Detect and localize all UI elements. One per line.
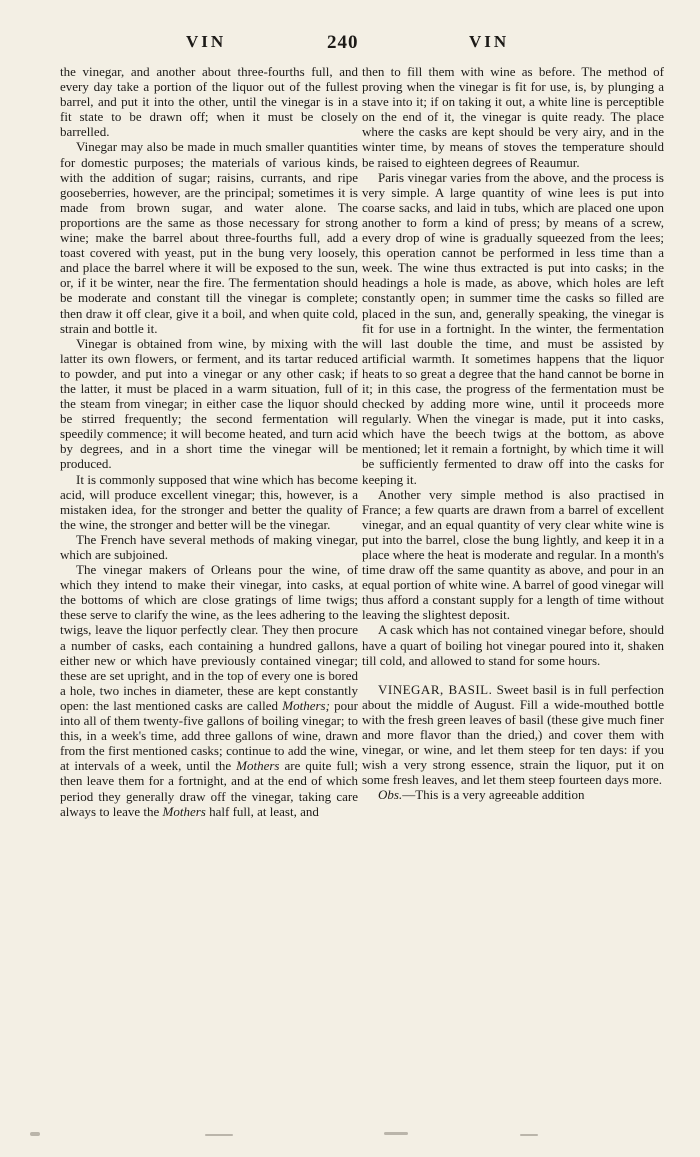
running-head-right: VIN (469, 32, 510, 51)
orleans-text-2: pour into all of them twenty-five gallons of boiling vinegar; to this, in a week's time, add three gallons of wine, drawn from the first mentioned casks; continue to add the wine, at intervals of a week, until the (60, 697, 358, 774)
mothers-term-3: Mothers (162, 803, 206, 819)
left-column (60, 64, 358, 819)
entry-vinegar-basil (362, 682, 664, 788)
ink-smudge (30, 1132, 40, 1136)
ink-smudge (384, 1132, 408, 1135)
right-column (362, 64, 664, 803)
paragraph-continued: the vinegar, and another about three-fourths full, and every day take a portion of the liquor out of the fullest barrel, and put it into the other, until the vinegar is in a fit state to be drawn off; when it must be closely barrelled. (60, 64, 358, 140)
running-head-left: VIN (186, 32, 227, 51)
entry-title: VINEGAR, BASIL. (378, 681, 493, 697)
ink-smudge (205, 1134, 233, 1136)
paragraph-observation (362, 787, 664, 802)
paragraph-domestic-vinegar: Vinegar may also be made in much smaller quantities for domestic purposes; the materials of various kinds, with the addition of sugar; raisins, currants, and ripe gooseberries, however, are the principal; sometimes it is made from brown sugar, and water alone. The proportions are the same as those necessary for strong wine; make the barrel about three-fourths full, add a toast covered with yeast, put in the bung very loosely, and place the barrel where it will be exposed to the sun, or, if it be winter, near the fire. The fermentation should be moderate and constant till the vinegar is complete; then draw it off clear, give it a boil, and when quite cold, strain and bottle it. (60, 139, 358, 336)
paragraph-paris-vinegar: Paris vinegar varies from the above, and the process is very simple. A large quantity of wine lees is put into coarse sacks, and laid in tubs, which are placed one upon another to form a kind of press; by means of a screw, every drop of wine is gradually squeezed from the lees; this operation cannot be performed in less time than a week. The wine thus extracted is put into casks; in the headings a hole is made, as above, which holes are left constantly open; in summer time the casks so filled are placed in the sun, and, generally speaking, the vinegar is fit for use in a fortnight. In the winter, the fermentation will last double the time, and must be assisted by artificial warmth. It sometimes happens that the liquor heats to so great a degree that the hand cannot be borne in it; in this case, the progress of the fermentation must be checked by adding more wine, until it proceeds more regularly. When the vinegar is made, put it into casks, which have the beech twigs at the bottom, as above mentioned; let it remain a fortnight, by which time it will be sufficiently fermented to draw off into the casks for keeping it. (362, 169, 664, 487)
orleans-text-3: are quite full; then leave them for a fortnight, and at the end of which period they generally draw off the vinegar, taking care always to leave the (60, 758, 359, 819)
mothers-term-2: Mothers (236, 758, 280, 774)
paragraph-simple-method: Another very simple method is also practised in France; a few quarts are drawn from a barrel of excellent vinegar, and an equal quantity of very clear white wine is put into the barrel, close the bung lightly, and keep it in a place where the heat is moderate and regular. In a month's time draw off the same quantity as above, and pour in an equal portion of white wine. A barrel of good vinegar will thus afford a constant supply for a length of time without leaving the slightest deposit. (362, 486, 664, 623)
page-header (0, 32, 700, 56)
paragraph-acid-wine: It is commonly supposed that wine which has become acid, will produce excellent vinegar; this, however, is a mistaken idea, for the stronger and better the quality of the wine, the stronger and better will be the vinegar. (60, 471, 358, 532)
paragraph-new-cask: A cask which has not contained vinegar before, should have a quart of boiling hot vinegar poured into it, shaken till cold, and allowed to stand for some hours. (362, 622, 664, 668)
paragraph-orleans-continued: then to fill them with wine as before. The method of proving when the vinegar is fit for use, is, by plunging a stave into it; if on taking it out, a white line is perceptible on the end of it, the vinegar is quite ready. The place where the casks are kept should be very airy, and in the winter time, by means of stoves the temperature should be raised to eighteen degrees of Reaumur. (362, 64, 664, 170)
orleans-text-4: half full, at least, and (205, 803, 319, 819)
page-footer-marks (0, 1132, 700, 1146)
paragraph-french-methods: The French have several methods of making vinegar, which are subjoined. (60, 531, 358, 562)
paragraph-vinegar-from-wine: Vinegar is obtained from wine, by mixing with the latter its own flowers, or ferment, and its tartar reduced to powder, and put into a vinegar or any other cask; if the latter, it must be placed in a warm situation, full of the steam from vinegar; in either case the liquor should be stirred frequently; the second fermentation will speedily commence; it will become heated, and turn acid by degrees, and in a short time the vinegar will be produced. (60, 335, 358, 472)
orleans-text-1: The vinegar makers of Orleans pour the wine, of which they intend to make their vinegar, into casks, at the bottoms of which are close gratings of lime twigs; these serve to clarify the wine, as the lees adhering to the twigs, leave the liquor perfectly clear. They then procure a number of casks, each containing a hundred gallons, either new or which have previously contained vinegar; these are set upright, and in the top of every one is bored a hole, two inches in diameter, these are kept constantly open: the last mentioned casks are called (60, 562, 358, 713)
page-number: 240 (327, 32, 359, 53)
entry-body: Sweet basil is in full perfection about the middle of August. Fill a wide-mouthed bottle with the fresh green leaves of basil (these give much finer and more flavor than the dried,) and cover them with vinegar, or wine, and let them steep for ten days: if you wish a very strong essence, strain the liquor, put it on some fresh leaves, and let them steep fourteen days more. (362, 681, 664, 788)
mothers-term-1: Mothers; (282, 697, 330, 713)
obs-label: Obs. (378, 787, 403, 803)
obs-text: —This is a very agreeable addition (402, 787, 585, 803)
ink-smudge (520, 1134, 538, 1136)
paragraph-orleans-method (60, 562, 358, 819)
